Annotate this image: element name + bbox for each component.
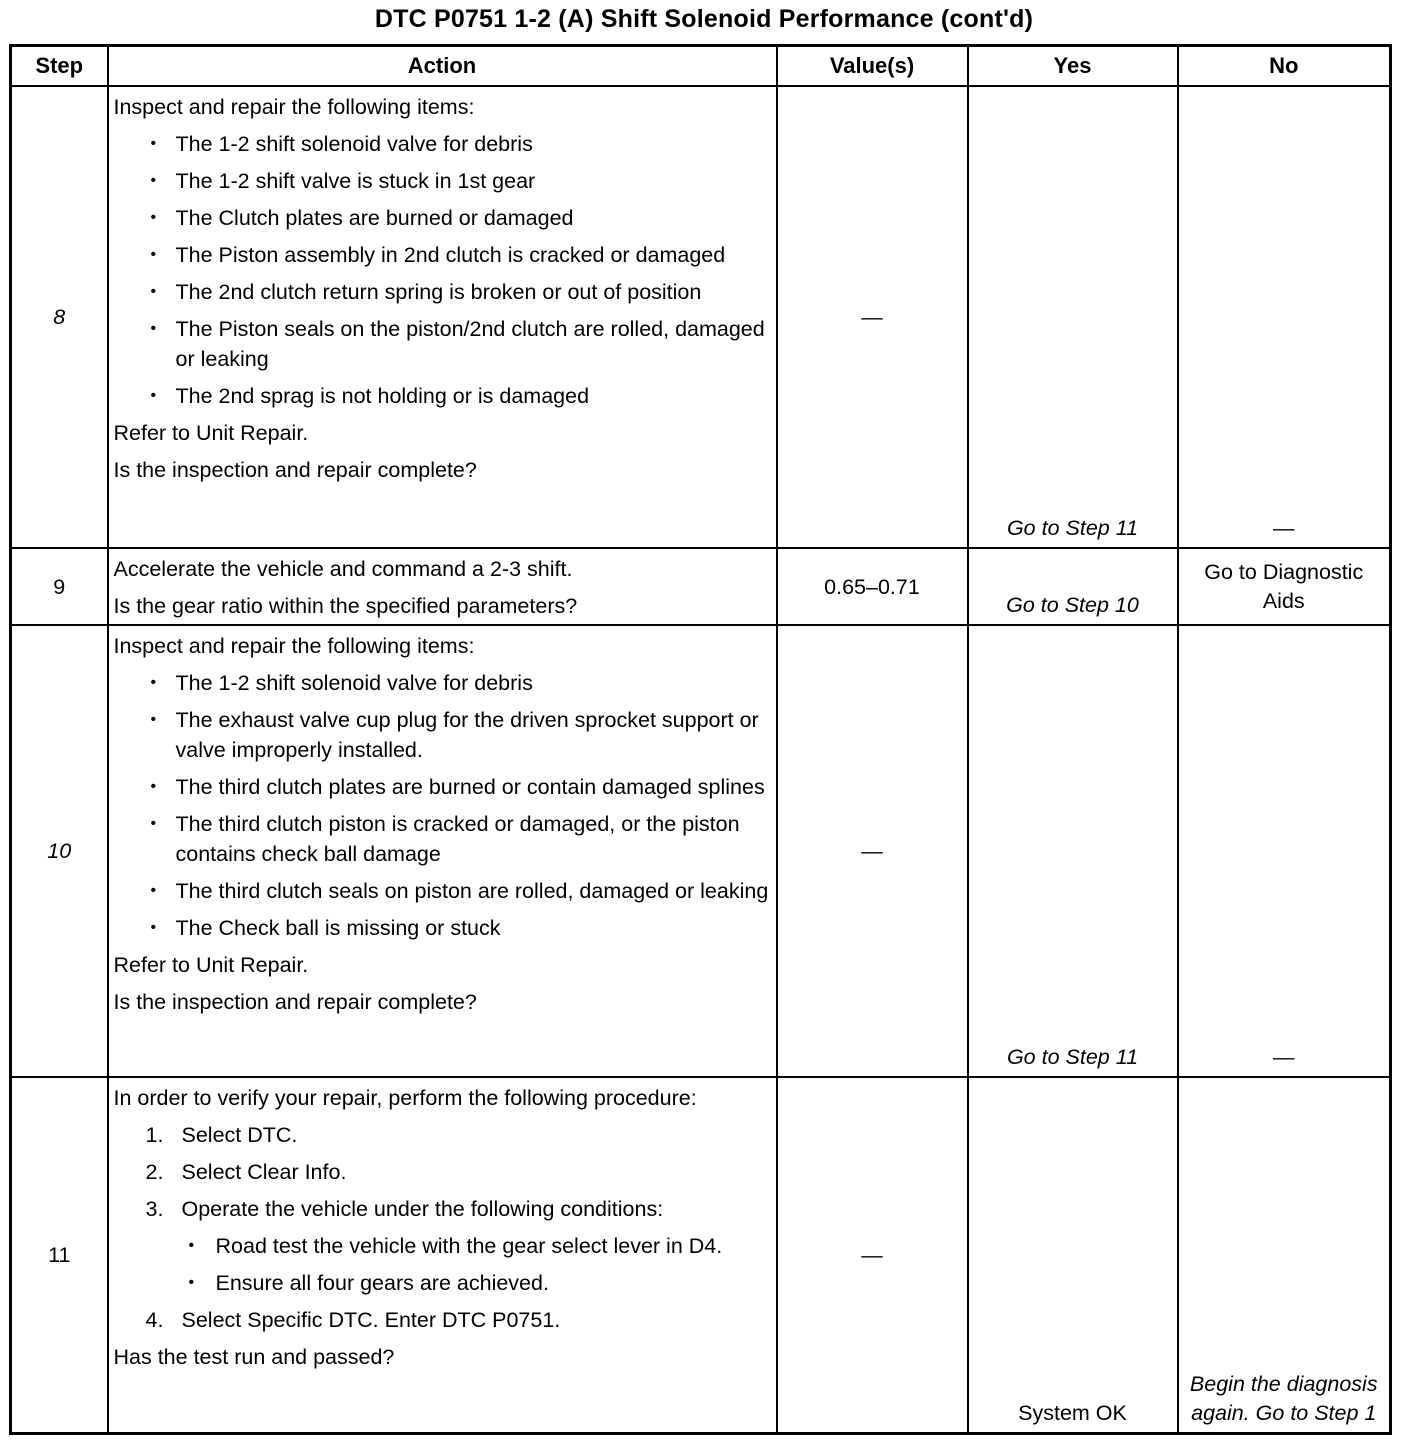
list-item: • The 1-2 shift solenoid valve for debris	[114, 668, 772, 698]
list-item	[114, 1305, 772, 1335]
numbered-list	[114, 1120, 772, 1335]
no-cell	[1178, 548, 1391, 625]
value-cell: —	[777, 625, 968, 1077]
header-step: Step	[11, 46, 108, 87]
list-text: Select DTC.	[181, 1123, 298, 1147]
list-item: • The 2nd sprag is not holding or is damaged	[114, 381, 772, 411]
list-item: • The third clutch piston is cracked or damaged, or the piston contains check ball damage	[114, 809, 772, 869]
action-intro: In order to verify your repair, perform the following procedure:	[113, 1086, 697, 1110]
list-item: • The 1-2 shift valve is stuck in 1st gear	[114, 166, 772, 196]
value-cell: 0.65–0.71	[777, 548, 968, 625]
list-text: Select Clear Info.	[181, 1160, 347, 1184]
table-row	[11, 1077, 1391, 1433]
step-number: 9	[11, 548, 108, 625]
list-number: 2.	[145, 1160, 164, 1184]
action-cell	[108, 1077, 777, 1433]
refer-text: Refer to Unit Repair.	[113, 953, 309, 977]
list-item	[114, 1157, 772, 1187]
list-item: • The 2nd clutch return spring is broken or out of position	[114, 277, 772, 307]
value-cell: —	[777, 1077, 968, 1433]
list-item: • The Piston assembly in 2nd clutch is cracked or damaged	[114, 240, 772, 270]
list-item: • The 1-2 shift solenoid valve for debris	[114, 129, 772, 159]
list-item: • The third clutch plates are burned or contain damaged splines	[114, 772, 772, 802]
step-number: 10	[11, 625, 108, 1077]
header-values: Value(s)	[777, 46, 968, 87]
yes-cell: Go to Step 11	[968, 625, 1178, 1077]
no-cell: —	[1178, 625, 1391, 1077]
action-intro: Inspect and repair the following items:	[113, 95, 475, 119]
yes-cell: Go to Step 10	[968, 548, 1178, 625]
question-text: Is the gear ratio within the specified parameters?	[113, 594, 578, 618]
diagnostic-table	[9, 44, 1392, 1435]
table-row	[11, 548, 1391, 625]
list-item: • The exhaust valve cup plug for the driven sprocket support or valve improperly installed.	[114, 705, 772, 765]
list-text: Operate the vehicle under the following conditions:	[181, 1197, 664, 1221]
bullet-list	[114, 668, 772, 943]
header-action: Action	[108, 46, 777, 87]
table-row	[11, 625, 1391, 1077]
question-text: Is the inspection and repair complete?	[113, 990, 477, 1014]
no-cell	[1178, 1077, 1391, 1433]
action-text: Accelerate the vehicle and command a 2-3 shift.	[113, 557, 573, 581]
header-no: No	[1178, 46, 1391, 87]
list-number: 4.	[145, 1308, 164, 1332]
step-number: 11	[11, 1077, 108, 1433]
yes-cell: System OK	[968, 1077, 1178, 1433]
yes-cell: Go to Step 11	[968, 86, 1178, 548]
refer-text: Refer to Unit Repair.	[113, 421, 309, 445]
no-text: Go to Diagnostic Aids	[1204, 559, 1364, 613]
list-item: • Road test the vehicle with the gear select lever in D4.	[182, 1231, 772, 1261]
table-row	[11, 86, 1391, 548]
value-cell: —	[777, 86, 968, 548]
question-text: Has the test run and passed?	[113, 1345, 395, 1369]
page-title: DTC P0751 1-2 (A) Shift Solenoid Performance (cont'd)	[374, 5, 1034, 33]
list-number: 3.	[145, 1197, 164, 1221]
action-cell	[108, 548, 777, 625]
action-intro: Inspect and repair the following items:	[113, 634, 475, 658]
action-cell	[108, 86, 777, 548]
no-text: Begin the diagnosis again. Go to Step 1	[1189, 1371, 1378, 1425]
action-cell	[108, 625, 777, 1077]
question-text: Is the inspection and repair complete?	[113, 458, 477, 482]
list-item	[114, 1120, 772, 1150]
list-item: • The Piston seals on the piston/2nd clutch are rolled, damaged or leaking	[114, 314, 772, 374]
list-item: • The Clutch plates are burned or damaged	[114, 203, 772, 233]
bullet-list	[114, 129, 772, 411]
list-number: 1.	[145, 1123, 164, 1147]
header-row	[11, 46, 1391, 87]
list-item: • Ensure all four gears are achieved.	[182, 1268, 772, 1298]
header-yes: Yes	[968, 46, 1178, 87]
list-item: • The third clutch seals on piston are rolled, damaged or leaking	[114, 876, 772, 906]
list-item: • The Check ball is missing or stuck	[114, 913, 772, 943]
list-text: Select Specific DTC. Enter DTC P0751.	[181, 1308, 561, 1332]
sub-bullet-list	[182, 1231, 772, 1298]
no-cell: —	[1178, 86, 1391, 548]
step-number: 8	[11, 86, 108, 548]
list-item	[114, 1194, 772, 1298]
